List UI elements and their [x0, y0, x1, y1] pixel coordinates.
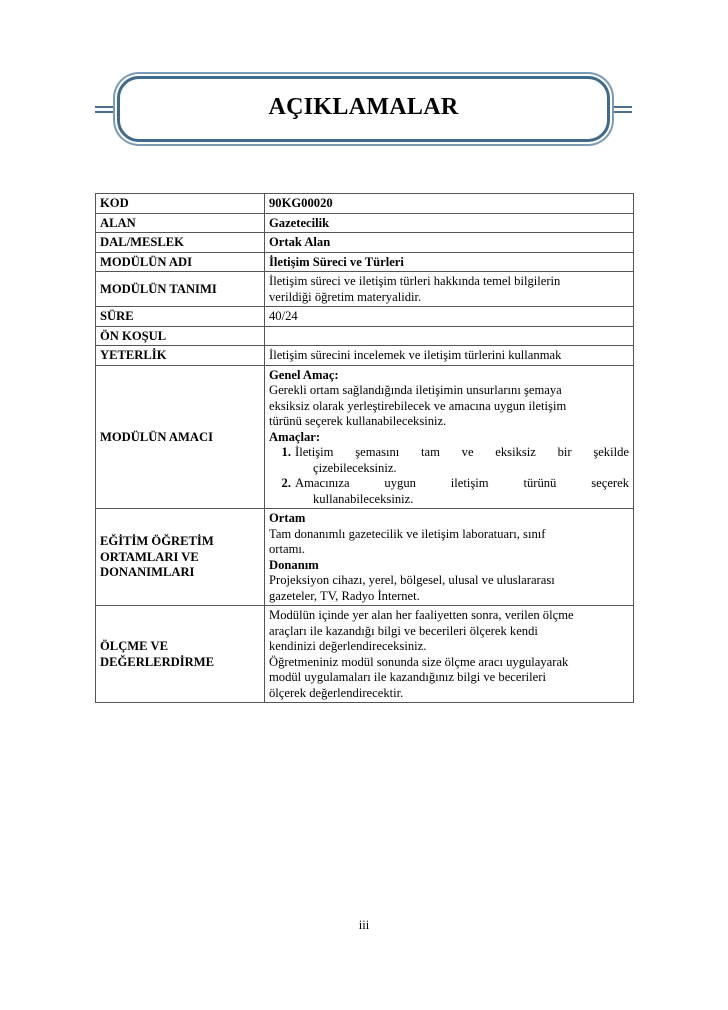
- text-line: Modülün içinde yer alan her faaliyetten sonra, verilen ölçme: [269, 608, 574, 622]
- text-line: İletişim süreci ve iletişim türleri hakkında temel bilgilerin: [269, 274, 561, 288]
- list-item-continuation: [269, 461, 629, 477]
- row-value-egitim: [265, 509, 634, 606]
- page-number: iii: [358, 918, 370, 932]
- table-row: [96, 252, 634, 272]
- table-row: [96, 233, 634, 253]
- section-heading: Amaçlar:: [269, 429, 321, 444]
- label-line: EĞİTİM ÖĞRETİM: [100, 534, 214, 549]
- list-item: [269, 476, 629, 492]
- row-label-modul-tanimi: MODÜLÜN TANIMI: [96, 272, 265, 307]
- row-label-olcme: [96, 606, 265, 703]
- row-label-kod: KOD: [96, 194, 265, 214]
- table-row: [96, 272, 634, 307]
- list-text: çizebileceksiniz.: [313, 460, 397, 475]
- table-row: [96, 365, 634, 509]
- list-text: Amacınıza uygun iletişim türünü seçerek: [295, 476, 629, 490]
- label-line: ORTAMLARI VE: [100, 549, 199, 564]
- text-line: modül uygulamaları ile kazandığınız bilgi ve becerileri: [269, 670, 546, 684]
- section-heading: Genel Amaç:: [269, 367, 339, 382]
- text-line: Projeksiyon cihazı, yerel, bölgesel, ulusal ve uluslararası: [269, 573, 555, 587]
- table-row: [96, 194, 634, 214]
- text-line: Tam donanımlı gazetecilik ve iletişim laboratuarı, sınıf: [269, 526, 546, 541]
- list-item: [269, 445, 629, 461]
- list-number: 1.: [281, 445, 291, 459]
- row-value-on-kosul: [265, 326, 634, 346]
- label-line: DONANIMLARI: [100, 565, 195, 580]
- section-heading: Donanım: [269, 557, 319, 572]
- table-row: [96, 509, 634, 606]
- text-line: ortamı.: [269, 542, 306, 556]
- list-text: kullanabileceksiniz.: [313, 491, 414, 506]
- header-banner: [95, 76, 632, 142]
- section-heading: Ortam: [269, 511, 306, 525]
- text-line: Öğretmeniniz modül sonunda size ölçme aracı uygulayarak: [269, 654, 569, 669]
- row-label-egitim: [96, 509, 265, 606]
- list-number: 2.: [281, 476, 291, 490]
- list-item-continuation: [269, 492, 629, 508]
- text-line: ölçerek değerlendirecektir.: [269, 685, 404, 700]
- text-line: Gerekli ortam sağlandığında iletişimin unsurlarını şemaya: [269, 383, 562, 397]
- row-value-dal: Ortak Alan: [265, 233, 634, 253]
- table-row: [96, 346, 634, 366]
- label-line: DEĞERLERDİRME: [100, 654, 215, 669]
- row-label-modul-amaci: MODÜLÜN AMACI: [96, 365, 265, 509]
- row-label-sure: SÜRE: [96, 307, 265, 327]
- row-value-yeterlik: İletişim sürecini incelemek ve iletişim türlerini kullanmak: [265, 346, 634, 366]
- row-value-alan: Gazetecilik: [265, 213, 634, 233]
- text-line: gazeteler, TV, Radyo İnternet.: [269, 588, 420, 603]
- text-line: verildiği öğretim materyalidir.: [269, 289, 422, 304]
- table-row: [96, 606, 634, 703]
- goals-list: [269, 445, 629, 507]
- row-value-sure: 40/24: [265, 307, 634, 327]
- row-label-on-kosul: ÖN KOŞUL: [96, 326, 265, 346]
- label-line: ÖLÇME VE: [100, 639, 168, 653]
- table-row: [96, 307, 634, 327]
- page-title: AÇIKLAMALAR: [268, 94, 459, 120]
- text-line: eksiksiz olarak yerleştirebilecek ve amacına uygun iletişim: [269, 398, 567, 413]
- text-line: türünü seçerek kullanabileceksiniz.: [269, 414, 447, 428]
- text-line: araçları ile kazandığı bilgi ve becerileri ölçerek kendi: [269, 623, 538, 638]
- row-value-modul-tanimi: [265, 272, 634, 307]
- list-text: İletişim şemasını tam ve eksiksiz bir şekilde: [295, 445, 629, 459]
- row-value-modul-amaci: [265, 365, 634, 509]
- table-row: [96, 213, 634, 233]
- row-value-olcme: [265, 606, 634, 703]
- row-value-modul-adi: İletişim Süreci ve Türleri: [265, 252, 634, 272]
- module-info-table: [95, 193, 634, 703]
- row-label-alan: ALAN: [96, 213, 265, 233]
- row-value-kod: 90KG00020: [265, 194, 634, 214]
- table-row: [96, 326, 634, 346]
- text-line: kendinizi değerlendireceksiniz.: [269, 639, 427, 653]
- row-label-yeterlik: YETERLİK: [96, 346, 265, 366]
- row-label-dal: DAL/MESLEK: [96, 233, 265, 253]
- row-label-modul-adi: MODÜLÜN ADI: [96, 252, 265, 272]
